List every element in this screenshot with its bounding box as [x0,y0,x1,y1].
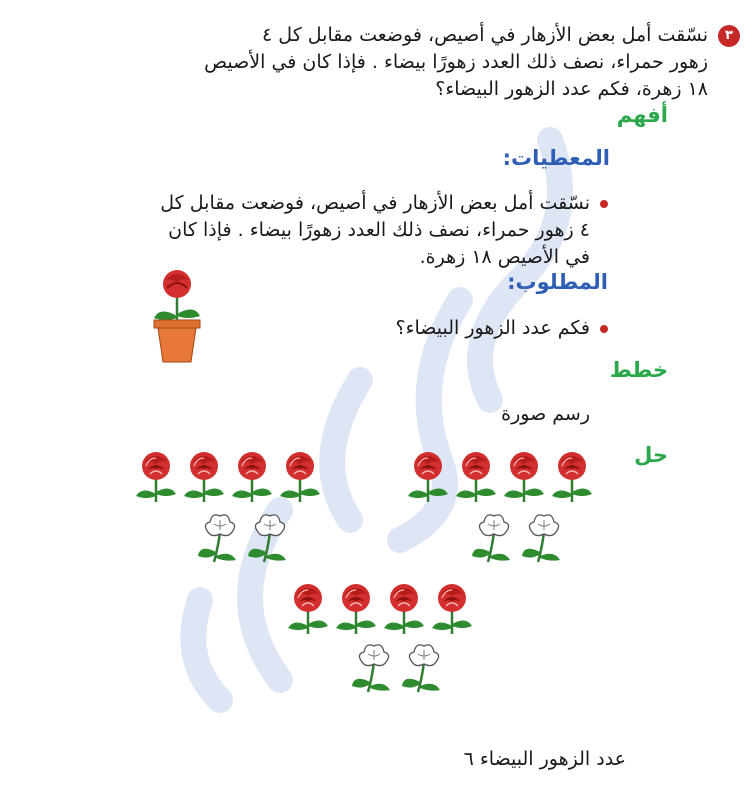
required-text: فكم عدد الزهور البيضاء؟ [395,317,590,339]
red-rose-icon [336,584,376,634]
solve-heading: حل [634,443,668,467]
red-rose-icon [504,452,544,502]
flower-drawing [130,450,610,710]
white-flower-icon [402,645,440,692]
answer-text: عدد الزهور البيضاء ٦ [463,748,626,770]
white-flower-icon [198,515,236,562]
question-text [68,22,733,103]
bullet-dot [600,200,608,208]
plan-text: رسم صورة [501,403,590,425]
required-heading: المطلوب: [507,270,608,294]
givens-line-2: ٤ زهور حمراء، نصف ذلك العدد زهورًا بيضاء . فإذا كان [168,219,590,241]
red-rose-icon [232,452,272,502]
bullet-dot [600,325,608,333]
red-rose-icon [384,584,424,634]
givens-heading: المعطيات: [502,146,610,170]
question-line-2: زهور حمراء، نصف ذلك العدد زهورًا بيضاء . فإذا كان في الأصيص [204,51,708,73]
question-number-badge: ٣ [718,25,740,47]
white-flower-icon [472,515,510,562]
white-flower-icon [522,515,560,562]
red-rose-icon [432,584,472,634]
red-rose-icon [280,452,320,502]
givens-line-1: نسّقت أمل بعض الأزهار في أصيص، فوضعت مقابل كل [160,192,590,214]
question-line-1: نسّقت أمل بعض الأزهار في أصيص، فوضعت مقابل كل ٤ [262,24,708,46]
white-flower-icon [248,515,286,562]
plan-heading: خطط [609,358,668,382]
understand-heading: أفهم [616,103,668,127]
red-rose-icon [408,452,448,502]
red-rose-icon [288,584,328,634]
givens-line-3: في الأصيص ١٨ زهرة. [419,246,590,268]
question-line-3: ١٨ زهرة، فكم عدد الزهور البيضاء؟ [435,78,708,100]
red-rose-icon [136,452,176,502]
givens-bullet [88,190,608,271]
white-flower-icon [352,645,390,692]
red-rose-icon [552,452,592,502]
required-bullet [396,315,609,342]
red-rose-icon [184,452,224,502]
flower-pot-icon [150,268,204,364]
red-rose-icon [456,452,496,502]
